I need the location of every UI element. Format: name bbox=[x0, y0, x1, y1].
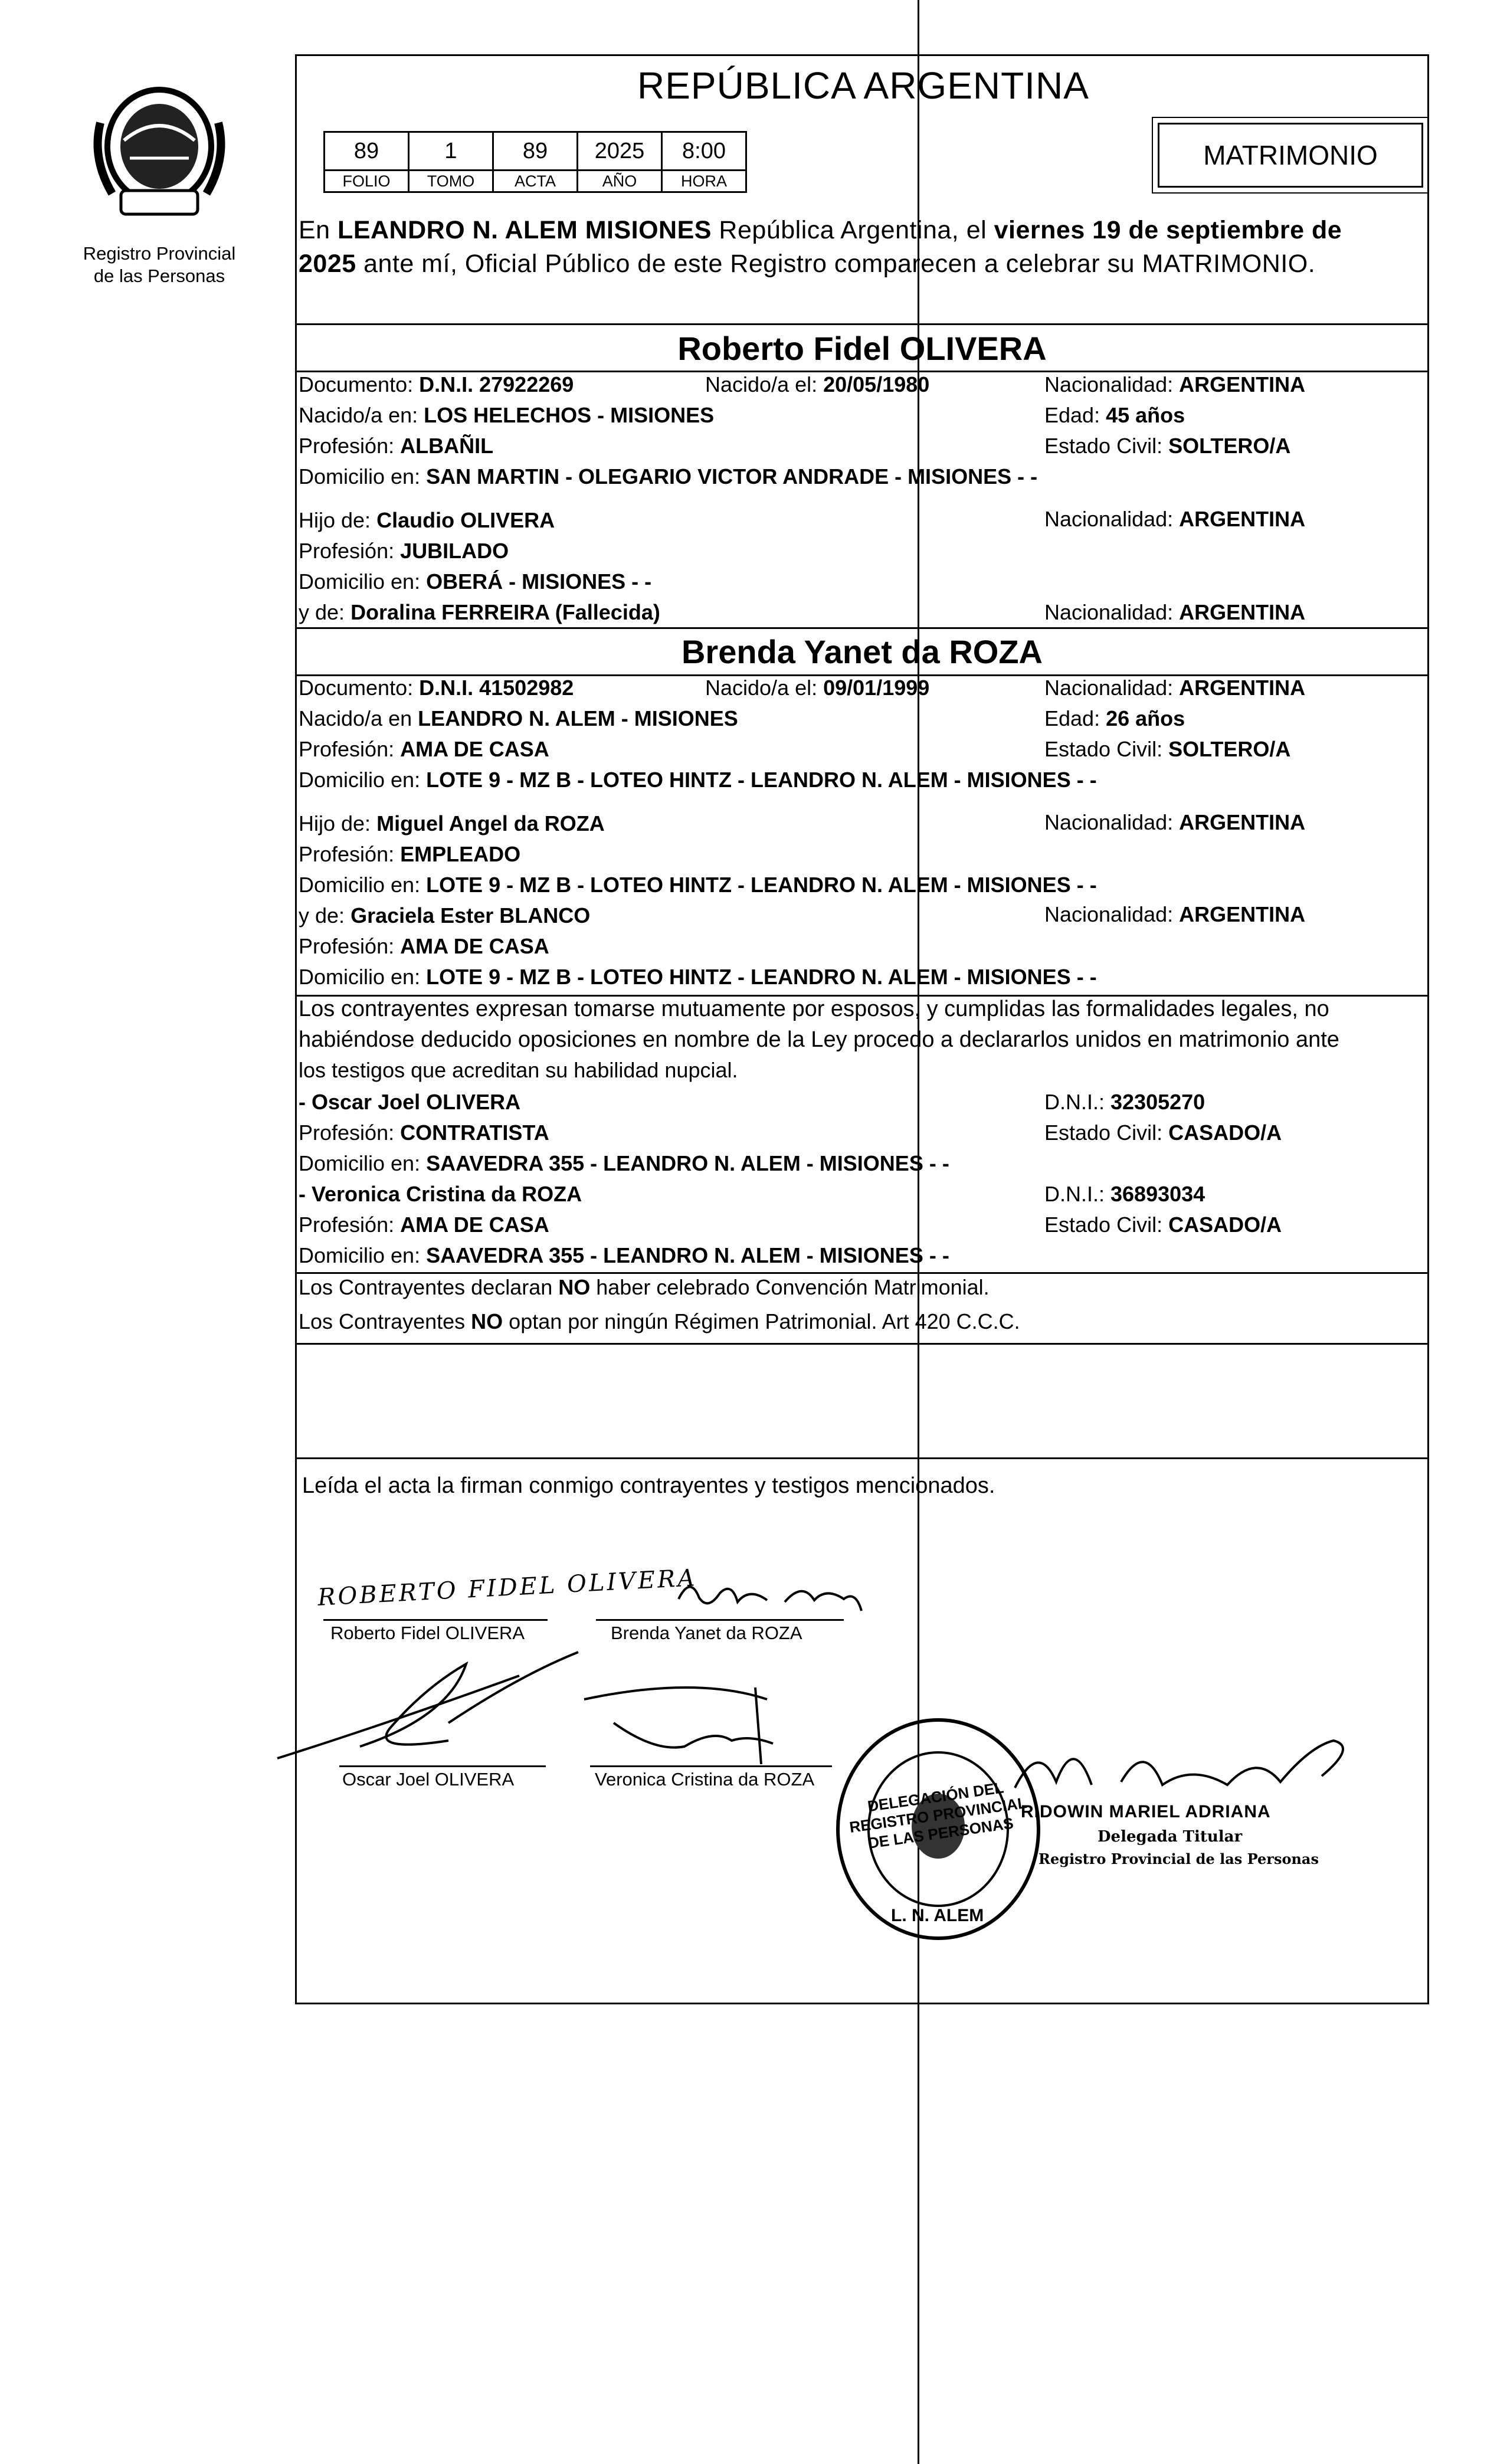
registry-line-2: de las Personas bbox=[93, 266, 225, 286]
bride-age-value: 26 años bbox=[1106, 706, 1185, 730]
witness-2-prof bbox=[299, 1212, 549, 1238]
bride-civil bbox=[1044, 736, 1290, 762]
official-role-1: Delegada Titular bbox=[1098, 1828, 1243, 1846]
witness-1-dom-value: SAAVEDRA 355 - LEANDRO N. ALEM - MISIONES - - bbox=[426, 1151, 949, 1175]
groom-mother bbox=[299, 599, 660, 625]
groom-place-label: Nacido/a en: bbox=[299, 403, 424, 427]
groom-age-label: Edad: bbox=[1044, 403, 1106, 427]
hora-value: 8:00 bbox=[662, 132, 746, 171]
acta-value: 89 bbox=[493, 132, 578, 171]
intro-year: 2025 bbox=[299, 250, 356, 278]
regime-l2a: Los Contrayentes bbox=[299, 1309, 471, 1333]
witness-1-dni-label: D.N.I.: bbox=[1044, 1090, 1111, 1114]
groom-father-prof-label: Profesión: bbox=[299, 539, 401, 563]
groom-born-label: Nacido/a el: bbox=[705, 372, 824, 397]
groom-father-dom bbox=[299, 569, 651, 595]
groom-doc-value: D.N.I. 27922269 bbox=[419, 372, 574, 397]
rule-6 bbox=[295, 1272, 1429, 1274]
witness-2-civil bbox=[1044, 1212, 1282, 1238]
regime-line-2 bbox=[299, 1309, 1020, 1335]
groom-dom-label: Domicilio en: bbox=[299, 464, 427, 489]
bride-mother-label: y de: bbox=[299, 903, 351, 928]
tomo-label: TOMO bbox=[409, 171, 493, 192]
bride-born-label: Nacido/a el: bbox=[705, 676, 824, 700]
bride-dom bbox=[299, 767, 1097, 793]
bride-nat bbox=[1044, 675, 1305, 701]
groom-handwritten-signature: ROBERTO FIDEL OLIVERA bbox=[317, 1564, 698, 1611]
witness-2-dni bbox=[1044, 1181, 1205, 1207]
groom-sign-line bbox=[323, 1619, 548, 1621]
province-logo bbox=[89, 76, 230, 229]
regime-l2c: optan por ningún Régimen Patrimonial. Art 420 C.C.C. bbox=[503, 1309, 1020, 1333]
bride-place bbox=[299, 706, 738, 732]
bride-father bbox=[299, 811, 605, 837]
bride-age-label: Edad: bbox=[1044, 706, 1106, 730]
declaration-line-3: los testigos que acreditan su habilidad nupcial. bbox=[299, 1058, 738, 1082]
regime-l1b: NO bbox=[558, 1275, 591, 1299]
witness-1-dni bbox=[1044, 1089, 1205, 1115]
groom-father-dom-label: Domicilio en: bbox=[299, 569, 427, 594]
regime-l2b: NO bbox=[471, 1309, 503, 1333]
bride-prof bbox=[299, 736, 549, 762]
bride-father-dom-value: LOTE 9 - MZ B - LOTEO HINTZ - LEANDRO N. ALEM - MISIONES - - bbox=[426, 873, 1097, 897]
witness-1-prof-label: Profesión: bbox=[299, 1120, 401, 1145]
acta-label: ACTA bbox=[493, 171, 578, 192]
bride-father-nat bbox=[1044, 810, 1305, 835]
folio-label: FOLIO bbox=[325, 171, 409, 192]
closing-text: Leída el acta la firman conmigo contrayentes y testigos mencionados. bbox=[302, 1473, 995, 1498]
intro-date: viernes 19 de septiembre de bbox=[994, 216, 1342, 244]
rule-3 bbox=[295, 627, 1429, 629]
bride-father-prof-label: Profesión: bbox=[299, 842, 401, 866]
groom-mother-nat-value: ARGENTINA bbox=[1179, 600, 1306, 624]
groom-father-value: Claudio OLIVERA bbox=[376, 508, 555, 532]
witness-2-dom-label: Domicilio en: bbox=[299, 1243, 427, 1267]
groom-name: Roberto Fidel OLIVERA bbox=[677, 330, 1047, 367]
bride-father-prof-value: EMPLEADO bbox=[400, 842, 521, 866]
bride-civil-value: SOLTERO/A bbox=[1168, 737, 1291, 761]
groom-mother-nat bbox=[1044, 599, 1305, 625]
hora-label: HORA bbox=[662, 171, 746, 192]
witness-2-name: - Veronica Cristina da ROZA bbox=[299, 1182, 582, 1206]
groom-doc-label: Documento: bbox=[299, 372, 420, 397]
witness-1-civil-label: Estado Civil: bbox=[1044, 1120, 1169, 1145]
bride-place-label: Nacido/a en bbox=[299, 706, 418, 730]
bride-sign-line bbox=[596, 1619, 844, 1621]
groom-born bbox=[705, 372, 929, 398]
bride-place-value: LEANDRO N. ALEM - MISIONES bbox=[418, 706, 738, 730]
seal-center-text: L. N. ALEM bbox=[891, 1906, 984, 1925]
groom-father-nat-value: ARGENTINA bbox=[1179, 507, 1306, 531]
groom-nat-value: ARGENTINA bbox=[1179, 372, 1306, 397]
bride-mother-dom-value: LOTE 9 - MZ B - LOTEO HINTZ - LEANDRO N. ALEM - MISIONES - - bbox=[426, 965, 1097, 989]
rule-1 bbox=[295, 323, 1429, 325]
bride-father-value: Miguel Angel da ROZA bbox=[376, 811, 605, 835]
bride-mother-nat-label: Nacionalidad: bbox=[1044, 902, 1180, 926]
groom-age-value: 45 años bbox=[1106, 403, 1185, 427]
official-role-2: Registro Provincial de las Personas bbox=[1038, 1850, 1319, 1867]
groom-doc bbox=[299, 372, 574, 398]
groom-sign-caption: Roberto Fidel OLIVERA bbox=[330, 1623, 525, 1643]
groom-age bbox=[1044, 402, 1185, 428]
groom-mother-nat-label: Nacionalidad: bbox=[1044, 600, 1180, 624]
bride-dom-value: LOTE 9 - MZ B - LOTEO HINTZ - LEANDRO N. ALEM - MISIONES - - bbox=[426, 768, 1097, 792]
bride-born bbox=[705, 675, 929, 701]
groom-civil bbox=[1044, 433, 1290, 459]
groom-place bbox=[299, 402, 714, 428]
bride-nat-value: ARGENTINA bbox=[1179, 676, 1306, 700]
groom-dom bbox=[299, 464, 1037, 490]
groom-father-nat bbox=[1044, 506, 1305, 532]
bride-mother bbox=[299, 903, 590, 929]
bride-prof-label: Profesión: bbox=[299, 737, 401, 761]
witness-2-dni-value: 36893034 bbox=[1110, 1182, 1205, 1206]
witness-2-civil-label: Estado Civil: bbox=[1044, 1213, 1169, 1237]
intro-p2: República Argentina, el bbox=[711, 216, 994, 244]
bride-mother-nat bbox=[1044, 902, 1305, 928]
rule-8 bbox=[295, 1457, 1429, 1459]
groom-nat bbox=[1044, 372, 1305, 398]
groom-father bbox=[299, 507, 555, 533]
bride-father-dom-label: Domicilio en: bbox=[299, 873, 427, 897]
witness-2-sign-line bbox=[590, 1765, 832, 1767]
bride-doc bbox=[299, 675, 574, 701]
act-meta-table bbox=[323, 131, 747, 193]
witness-1-prof bbox=[299, 1120, 549, 1146]
seal-text: DELEGACIÓN DEL REGISTRO PROVINCIAL DE LAS PERSONAS bbox=[848, 1778, 1028, 1852]
witness-1-sign-line bbox=[339, 1765, 546, 1767]
ano-label: AÑO bbox=[578, 171, 662, 192]
groom-nat-label: Nacionalidad: bbox=[1044, 372, 1180, 397]
bride-signature bbox=[667, 1570, 873, 1623]
groom-father-label: Hijo de: bbox=[299, 508, 377, 532]
groom-civil-value: SOLTERO/A bbox=[1168, 434, 1291, 458]
intro-p3: ante mí, Oficial Público de este Registro comparecen a celebrar su MATRIMONIO. bbox=[356, 250, 1316, 278]
folio-value: 89 bbox=[325, 132, 409, 171]
witness-2-dom-value: SAAVEDRA 355 - LEANDRO N. ALEM - MISIONES - - bbox=[426, 1243, 949, 1267]
bride-mother-prof-label: Profesión: bbox=[299, 934, 401, 958]
bride-born-value: 09/01/1999 bbox=[823, 676, 930, 700]
groom-mother-value: Doralina FERREIRA (Fallecida) bbox=[350, 600, 660, 624]
bride-mother-dom-label: Domicilio en: bbox=[299, 965, 427, 989]
official-name: RIDOWIN MARIEL ADRIANA bbox=[1021, 1802, 1271, 1821]
witness-1-civil-value: CASADO/A bbox=[1168, 1120, 1282, 1145]
groom-born-value: 20/05/1980 bbox=[823, 372, 930, 397]
bride-civil-label: Estado Civil: bbox=[1044, 737, 1169, 761]
declaration-line-2: habiéndose deducido oposiciones en nombre de la Ley procedo a declararlos unidos en matrimonio ante bbox=[299, 1027, 1339, 1052]
declaration-line-1: Los contrayentes expresan tomarse mutuamente por esposos, y cumplidas las formalidades legales, no bbox=[299, 997, 1329, 1021]
official-signature bbox=[1003, 1729, 1369, 1806]
bride-father-label: Hijo de: bbox=[299, 811, 377, 835]
witness-2-dni-label: D.N.I.: bbox=[1044, 1182, 1111, 1206]
intro-text bbox=[299, 214, 1429, 281]
bride-father-nat-value: ARGENTINA bbox=[1179, 810, 1306, 834]
bride-father-nat-label: Nacionalidad: bbox=[1044, 810, 1180, 834]
act-type: MATRIMONIO bbox=[1158, 123, 1423, 188]
bride-doc-value: D.N.I. 41502982 bbox=[419, 676, 574, 700]
witness-1-dom-label: Domicilio en: bbox=[299, 1151, 427, 1175]
bride-nat-label: Nacionalidad: bbox=[1044, 676, 1180, 700]
bride-sign-caption: Brenda Yanet da ROZA bbox=[611, 1623, 802, 1643]
groom-place-value: LOS HELECHOS - MISIONES bbox=[424, 403, 715, 427]
page-title: REPÚBLICA ARGENTINA bbox=[637, 64, 1089, 107]
witness-2-prof-value: AMA DE CASA bbox=[400, 1213, 549, 1237]
regime-l1a: Los Contrayentes declaran bbox=[299, 1275, 559, 1299]
bride-age bbox=[1044, 706, 1185, 732]
groom-prof-value: ALBAÑIL bbox=[400, 434, 494, 458]
rule-7 bbox=[295, 1343, 1429, 1345]
bride-father-dom bbox=[299, 872, 1097, 898]
bride-mother-value: Graciela Ester BLANCO bbox=[350, 903, 591, 928]
groom-dom-value: SAN MARTIN - OLEGARIO VICTOR ANDRADE - MISIONES - - bbox=[426, 464, 1038, 489]
witness-1-sign-caption: Oscar Joel OLIVERA bbox=[342, 1769, 515, 1790]
witness-2-prof-label: Profesión: bbox=[299, 1213, 401, 1237]
tomo-value: 1 bbox=[409, 132, 493, 171]
groom-father-nat-label: Nacionalidad: bbox=[1044, 507, 1180, 531]
witness-1-dni-value: 32305270 bbox=[1110, 1090, 1205, 1114]
bride-doc-label: Documento: bbox=[299, 676, 420, 700]
bride-prof-value: AMA DE CASA bbox=[400, 737, 549, 761]
bride-mother-prof-value: AMA DE CASA bbox=[400, 934, 549, 958]
regime-line-1 bbox=[299, 1274, 990, 1300]
bride-mother-dom bbox=[299, 964, 1097, 990]
groom-father-prof-value: JUBILADO bbox=[400, 539, 509, 563]
registry-line-1: Registro Provincial bbox=[83, 243, 236, 264]
groom-father-dom-value: OBERÁ - MISIONES - - bbox=[426, 569, 652, 594]
regime-l1c: haber celebrado Convención Matrimonial. bbox=[590, 1275, 990, 1299]
intro-p1: En bbox=[299, 216, 338, 244]
bride-mother-prof bbox=[299, 933, 549, 959]
witness-1-name: - Oscar Joel OLIVERA bbox=[299, 1090, 521, 1114]
witness-2-sign-caption: Veronica Cristina da ROZA bbox=[595, 1769, 815, 1790]
groom-mother-label: y de: bbox=[299, 600, 351, 624]
groom-prof-label: Profesión: bbox=[299, 434, 401, 458]
bride-dom-label: Domicilio en: bbox=[299, 768, 427, 792]
bride-name: Brenda Yanet da ROZA bbox=[681, 633, 1043, 670]
scan-line bbox=[918, 0, 919, 2464]
witness-1-civil bbox=[1044, 1120, 1282, 1146]
intro-place: LEANDRO N. ALEM MISIONES bbox=[338, 216, 712, 244]
witness-1-dom bbox=[299, 1151, 949, 1177]
witness-2-civil-value: CASADO/A bbox=[1168, 1213, 1282, 1237]
groom-civil-label: Estado Civil: bbox=[1044, 434, 1169, 458]
bride-mother-nat-value: ARGENTINA bbox=[1179, 902, 1306, 926]
groom-father-prof bbox=[299, 538, 509, 564]
witness-2-dom bbox=[299, 1243, 949, 1269]
bride-father-prof bbox=[299, 841, 520, 867]
witness-1-prof-value: CONTRATISTA bbox=[400, 1120, 549, 1145]
groom-prof bbox=[299, 433, 493, 459]
ano-value: 2025 bbox=[578, 132, 662, 171]
